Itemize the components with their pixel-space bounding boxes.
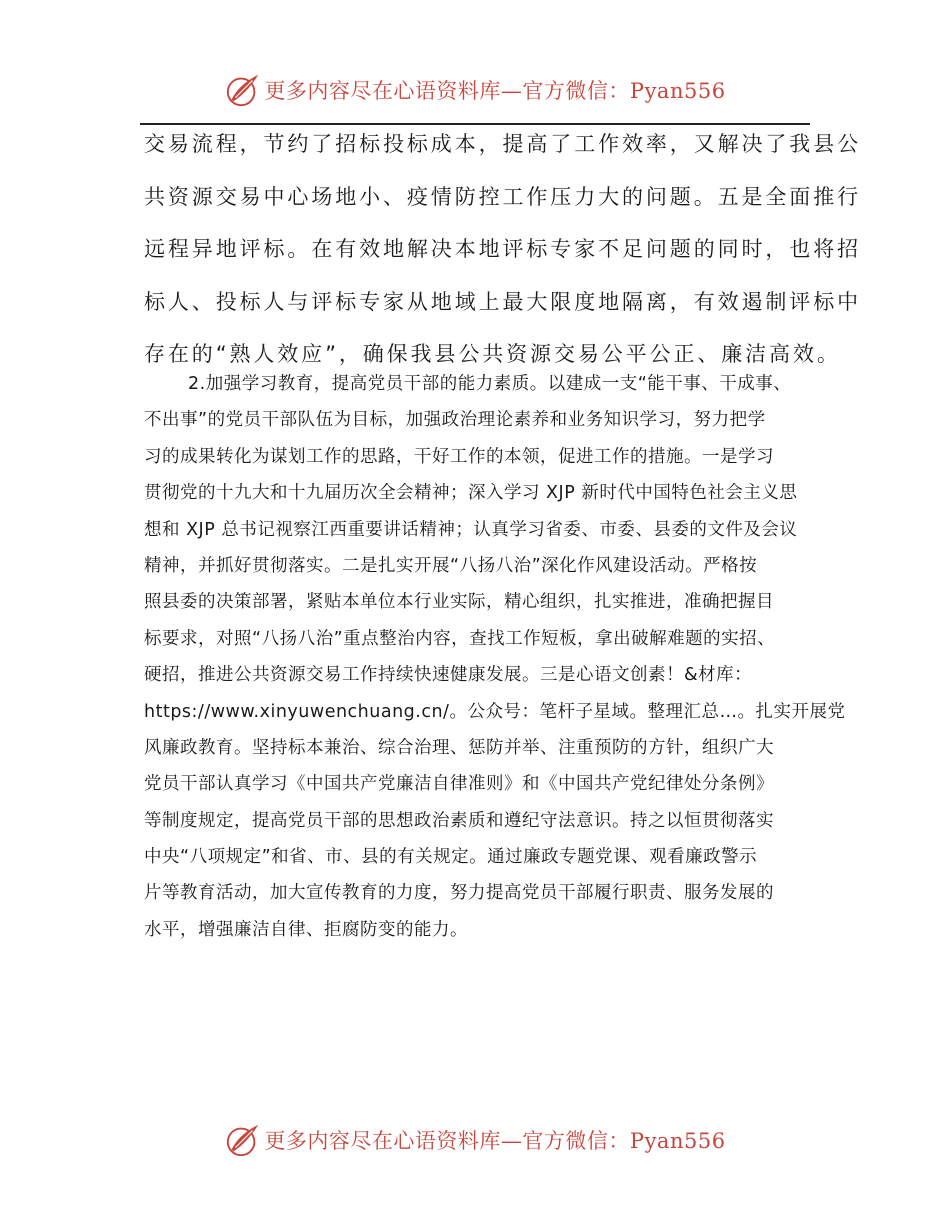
text-line: 存在的“熟人效应”，确保我县公共资源交易公平公正、廉洁高效。 xyxy=(144,342,841,367)
footer-banner xyxy=(0,1118,950,1162)
header-banner xyxy=(0,68,950,112)
text-line: 等制度规定，提高党员干部的思想政治素质和遵纪守法意识。持之以恒贯彻落实 xyxy=(144,810,774,831)
text-line: 习的成果转化为谋划工作的思路，干好工作的本领，促进工作的措施。一是学习 xyxy=(144,446,774,467)
text-line: 风廉政教育。坚持标本兼治、综合治理、惩防并举、注重预防的方针，组织广大 xyxy=(144,737,774,758)
paragraph-study-education xyxy=(144,366,846,948)
quill-logo-icon xyxy=(224,1121,262,1159)
text-line: 不出事”的党员干部队伍为目标，加强政治理论素养和业务知识学习，努力把学 xyxy=(144,410,766,431)
text-line: https://www.xinyuwenchuang.cn/。公众号：笔杆子星域。整理汇总…。扎实开展党 xyxy=(144,701,846,722)
header-banner-text: 更多内容尽在心语资料库—官方微信：Pyan556 xyxy=(264,79,726,103)
text-line: 中央“八项规定”和省、市、县的有关规定。通过廉政专题党课、观看廉政警示 xyxy=(144,847,758,868)
text-line: 标要求，对照“八扬八治”重点整治内容，查找工作短板，拿出破解难题的实招、 xyxy=(144,628,776,649)
quill-logo-icon xyxy=(224,71,262,109)
paragraph-continuation xyxy=(144,122,861,385)
text-line: 片等教育活动，加大宣传教育的力度，努力提高党员干部履行职责、服务发展的 xyxy=(144,883,774,904)
text-line: 精神，并抓好贯彻落实。二是扎实开展“八扬八治”深化作风建设活动。严格按 xyxy=(144,555,758,576)
footer-banner-text: 更多内容尽在心语资料库—官方微信：Pyan556 xyxy=(264,1129,726,1153)
text-line: 标人、投标人与评标专家从地域上最大限度地隔离，有效遏制评标中 xyxy=(144,289,861,314)
text-line: 照县委的决策部署，紧贴本单位本行业实际，精心组织，扎实推进，准确把握目 xyxy=(144,592,774,613)
text-line: 贯彻党的十九大和十九届历次全会精神；深入学习 XJP 新时代中国特色社会主义思 xyxy=(144,483,798,504)
text-line: 想和 XJP 总书记视察江西重要讲话精神；认真学习省委、市委、县委的文件及会议 xyxy=(144,519,798,540)
text-line: 党员干部认真学习《中国共产党廉洁自律准则》和《中国共产党纪律处分条例》 xyxy=(144,774,774,795)
text-line: 交易流程，节约了招标投标成本，提高了工作效率，又解决了我县公 xyxy=(144,132,861,156)
text-line: 远程异地评标。在有效地解决本地评标专家不足问题的同时，也将招 xyxy=(144,237,861,262)
text-line: 2.加强学习教育，提高党员干部的能力素质。以建成一支“能干事、干成事、 xyxy=(188,374,792,394)
text-line: 硬招，推进公共资源交易工作持续快速健康发展。三是心语文创素！&材库： xyxy=(144,665,753,686)
text-line: 水平，增强廉洁自律、拒腐防变的能力。 xyxy=(144,919,468,940)
text-line: 共资源交易中心场地小、疫情防控工作压力大的问题。五是全面推行 xyxy=(144,184,861,209)
